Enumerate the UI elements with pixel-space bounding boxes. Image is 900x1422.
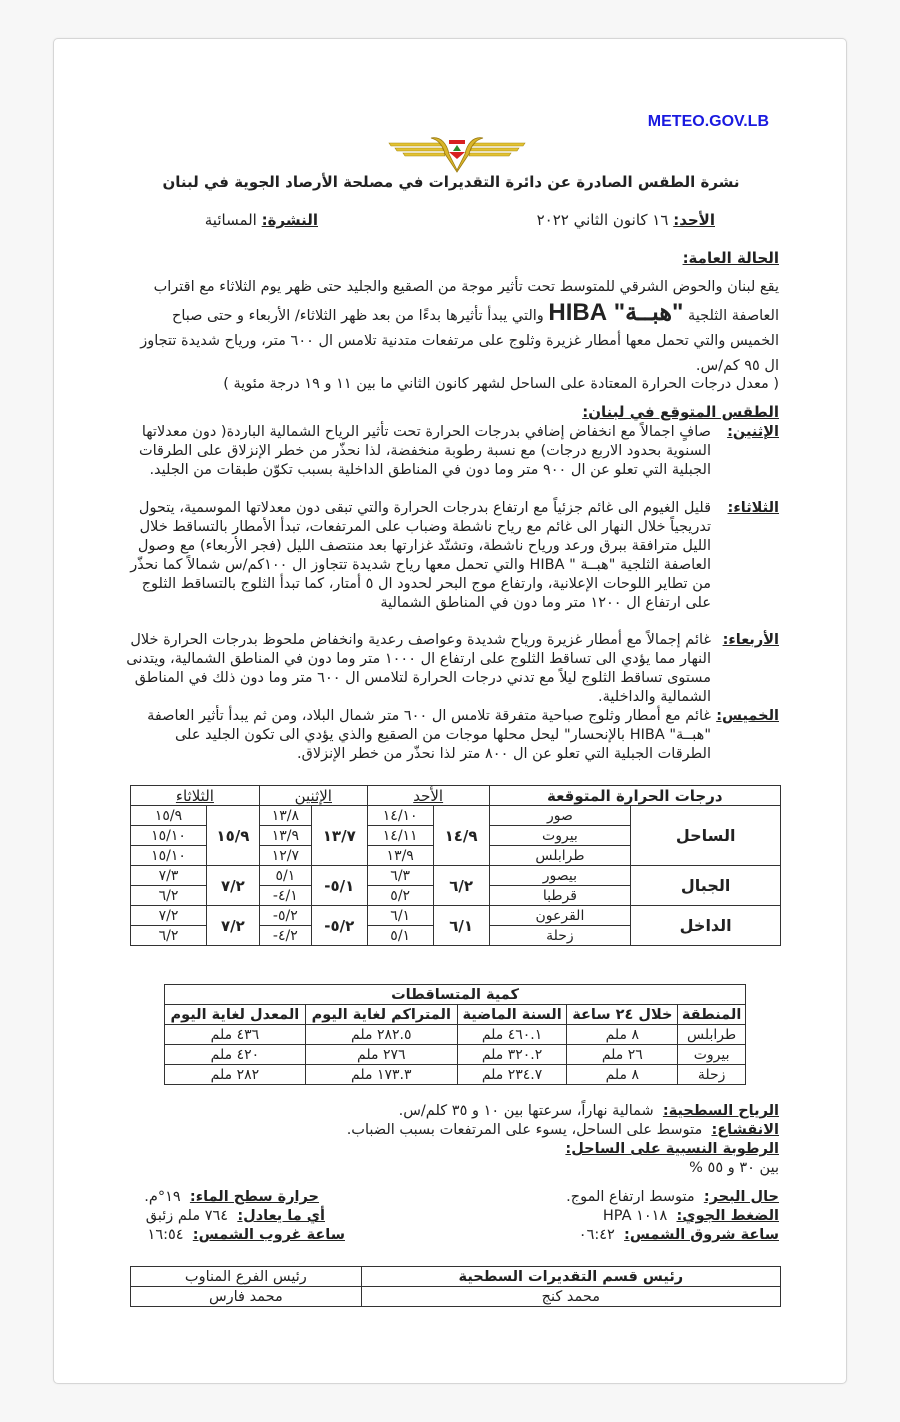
station-name: بيروت [489,826,631,846]
general-text-b: والتي يبدأ تأثيرها بدءًا من بعد ظهر الثلاثاء/ الأربعاء و حتى صباح الخميس والتي تحمل معها أمطار غزيرة وثلوج على مرتفعات متدنية تلامس ال ٦٠٠ متر، ورياح شديدة تتجاوز ال ٩٥ كم/س. [140,308,779,374]
cell: بيروت [678,1045,746,1065]
col-header-day: الثلاثاء [131,786,260,806]
general-heading: الحالة العامة: [682,249,779,267]
temp-value: ٧/٢ [131,906,207,926]
day-label: الخميس: [716,708,779,724]
day-label: الأحد: [673,211,715,229]
general-text [129,275,779,379]
pressure-label: الضغط الجوي: [676,1208,779,1224]
cell: ٢٣٤.٧ ملم [457,1065,567,1085]
station-name: بيصور [489,866,631,886]
humidity-value: بين ٣٠ و ٥٥ % [689,1160,779,1176]
forecast-day [119,707,779,764]
temp-value: ٥/٢ [367,886,433,906]
sunset [148,1226,345,1245]
region-average: ٧/٢ [206,866,259,906]
precipitation-table [164,984,746,1085]
temp-value: ١٢/٧ [259,846,311,866]
pressure-value: ١٠١٨ HPA [602,1208,668,1224]
sea-surface-temp [144,1188,319,1207]
cell: طرابلس [678,1025,746,1045]
table-row [131,1287,781,1307]
region-average: ١٤/٩ [433,806,489,866]
temp-value: ١٤/١٠ [367,806,433,826]
region-name: الداخل [631,906,781,946]
temp-value: ١٤/١١ [367,826,433,846]
cell: ٨ ملم [567,1065,678,1085]
cell: ٢٨٢ ملم [165,1065,306,1085]
cell: ٤٦٠.١ ملم [457,1025,567,1045]
normal-temp-note: ( معدل درجات الحرارة المعتادة على الساحل لشهر كانون الثاني ما بين ١١ و ١٩ درجة مئوية ) [223,376,779,392]
station-name: زحلة [489,926,631,946]
region-average: ٥/١- [311,866,367,906]
winds-label: الرياح السطحية: [662,1103,779,1119]
region-average: ١٥/٩ [206,806,259,866]
region-average: ٥/٢- [311,906,367,946]
table-row [165,1045,746,1065]
visibility-label: الانقشاع: [711,1122,779,1138]
storm-name: "هبــة" HIBA [548,299,684,326]
precip-table-title: كمية المتساقطات [165,985,746,1005]
day-label: الإثنين: [727,424,779,440]
region-name: الجبال [631,866,781,906]
site-name[interactable]: METEO.GOV.LB [647,113,769,130]
col-header-day: الأحد [367,786,489,806]
temp-value: ١٥/١٠ [131,846,207,866]
temp-value: ١٥/١٠ [131,826,207,846]
temp-value: ٥/١ [259,866,311,886]
deputy-name: محمد فارس [131,1287,362,1307]
cell: ٨ ملم [567,1025,678,1045]
temp-value: ٤/١- [259,886,311,906]
sst-value: ١٩°م. [144,1189,181,1205]
station-name: صور [489,806,631,826]
sea-value: متوسط ارتفاع الموج. [566,1189,695,1205]
issue-label: النشرة: [261,211,318,229]
col-header: المتراكم لغاية اليوم [305,1005,457,1025]
sst-label: حرارة سطح الماء: [189,1189,319,1205]
cell: زحلة [678,1065,746,1085]
region-average: ٦/١ [433,906,489,946]
table-row [165,1065,746,1085]
cell: ٣٢٠.٢ ملم [457,1045,567,1065]
forecast-heading: الطقس المتوقع في لبنان: [582,403,779,421]
forecast-day [119,423,779,480]
humidity-label: الرطوبة النسبية على الساحل: [565,1141,779,1157]
temp-value: ٦/١ [367,906,433,926]
cell: ٤٣٦ ملم [165,1025,306,1045]
col-header-day: الإثنين [259,786,367,806]
day-text: صافٍ اجمالاً مع انخفاض إضافي بدرجات الحرارة تحت تأثير الرياح الشمالية الباردة( دون معدلاتها السنوية بحدود الاربع درجات) مع نسبة رطوبة منخفضة، لذا نحذّر من خطر الإنزلاق على الطرقات الجبلية التي تعلو عن ال ٩٠٠ متر وما دون في المناطق الداخلية بسبب تكوّن طبقات من الجليد. [138,424,711,478]
temp-value: ١٥/٩ [131,806,207,826]
cell: ١٧٣.٣ ملم [305,1065,457,1085]
sunrise [579,1226,779,1245]
region-average: ١٣/٧ [311,806,367,866]
temp-value: ٥/١ [367,926,433,946]
bulletin-issue [205,211,318,229]
table-row [131,1267,781,1287]
pressure [603,1207,779,1226]
general-text-a: يقع لبنان والحوض الشرقي للمتوسط تحت تأثير موجة من الصقيع والجليد حتى ظهر يوم الثلاثاء مع اقتراب العاصفة الثلجية [153,279,779,324]
bulletin-page [53,38,847,1384]
temp-value: ١٣/٩ [367,846,433,866]
sea-state [566,1188,779,1207]
winds-value: شمالية نهاراً، سرعتها بين ١٠ و ٣٥ كلم/س. [398,1103,654,1119]
temp-value: ٥/٢- [259,906,311,926]
temp-value: ٧/٣ [131,866,207,886]
region-name: الساحل [631,806,781,866]
visibility-value: متوسط على الساحل، يسوء على المرتفعات بسبب الضباب. [346,1122,703,1138]
cell: ٢٧٦ ملم [305,1045,457,1065]
day-label: الثلاثاء: [727,500,779,516]
equiv-value: ٧٦٤ ملم زئبق [145,1208,229,1224]
col-header: المنطقة [678,1005,746,1025]
sunrise-label: ساعة شروق الشمس: [624,1227,779,1243]
day-text: غائم إجمالاً مع أمطار غزيرة ورياح شديدة وعواصف رعدية وانخفاض ملحوظ بدرجات الحرارة خلال النهار مما يؤدي الى تساقط الثلوج على ارتفاع ال ١٠٠٠ متر وما دون في المناطق الشمالية، ويتدنى مستوى تساقط الثلوج ليلاً مع تدني درجات الحرارة لتلامس ال ٦٠٠ متر وما دون ذلك في المناطق الشمالية والداخلية. [126,632,711,705]
day-label: الأربعاء: [722,632,779,648]
table-title-row [165,985,746,1005]
table-row [165,1025,746,1045]
humidity-label-line [565,1140,779,1159]
forecast-day [119,499,779,613]
col-header: خلال ٢٤ ساعة [567,1005,678,1025]
wings-logo-icon [387,134,527,174]
temp-value: ١٣/٩ [259,826,311,846]
sunset-label: ساعة غروب الشمس: [192,1227,345,1243]
deputy-title: رئيس الفرع المناوب [131,1267,362,1287]
sea-label: حال البحر: [703,1189,779,1205]
bulletin-date [537,211,715,229]
temp-value: ١٣/٨ [259,806,311,826]
region-average: ٦/٢ [433,866,489,906]
station-name: طرابلس [489,846,631,866]
region-average: ٧/٢ [206,906,259,946]
cell: ٢٦ ملم [567,1045,678,1065]
surface-winds [399,1102,779,1121]
table-row [131,806,781,826]
day-text: غائم مع أمطار وثلوج صباحية متفرقة تلامس ال ٦٠٠ متر شمال البلاد، ومن ثم يبدأ تأثير العاصفة "هبــة" HIBA بالإنحسار" ليحل محلها موجات من الصقيع والذي يؤدي الى تكون الجليد على الطرقات الجبلية التي تعلو عن ال ٨٠٠ متر لذا نحذّر من خطر الإنزلاق. [147,708,711,762]
table-row [131,906,781,926]
temp-value: ٤/٢- [259,926,311,946]
temp-value: ٦/٢ [131,886,207,906]
station-name: قرطبا [489,886,631,906]
table-header-row [131,786,781,806]
sunset-value: ١٦:٥٤ [147,1227,184,1243]
forecast-day [119,631,779,707]
issue-value: المسائية [204,211,257,229]
cell: ٢٨٢.٥ ملم [305,1025,457,1045]
bulletin-title: نشرة الطقس الصادرة عن دائرة التقديرات في مصلحة الأرصاد الجوية في لبنان [162,173,740,191]
sunrise-value: ٠٦:٤٢ [578,1227,615,1243]
day-text: قليل الغيوم الى غائم جزئياً مع ارتفاع بدرجات الحرارة والتي تبقى دون معدلاتها الموسمية، يتحول تدريجياً خلال النهار الى غائم مع رياح ناشطة وضباب على المرتفعات، تبدأ الأمطار بالتساقط خلال الليل مترافقة ببرق ورعد ورياح ناشطة، وتشتّد غزارتها بعد منتصف الليل (فجر الأربعاء) مع وصول العاصفة الثلجية "هبــة " HIBA والتي تحمل معها رياح شديدة تتجاوز ال ١٠٠كم/س شمالاً كما نحذّر من تطاير اللوحات الإعلانية، وارتفاع موج البحر لحدود ال ٥ أمتار، كما تبدأ الثلوج بالتساقط الثلوج على ارتفاع ال ١٢٠٠ متر وما دون في المناطق الشمالية [130,500,711,611]
visibility [347,1121,779,1140]
temp-value: ٦/٢ [131,926,207,946]
signatures-table [130,1266,781,1307]
temp-value: ٦/٣ [367,866,433,886]
temp-table-title: درجات الحرارة المتوقعة [489,786,780,806]
pressure-equivalent [146,1207,325,1226]
cell: ٤٢٠ ملم [165,1045,306,1065]
head-name: محمد كنج [361,1287,780,1307]
date-value: ١٦ كانون الثاني ٢٠٢٢ [536,211,669,229]
equiv-label: أي ما يعادل: [237,1208,325,1224]
table-row [131,866,781,886]
col-header: المعدل لغاية اليوم [165,1005,306,1025]
temperature-table [130,785,781,946]
station-name: القرعون [489,906,631,926]
table-header-row [165,1005,746,1025]
col-header: السنة الماضية [457,1005,567,1025]
head-title: رئيس قسم التقديرات السطحية [361,1267,780,1287]
